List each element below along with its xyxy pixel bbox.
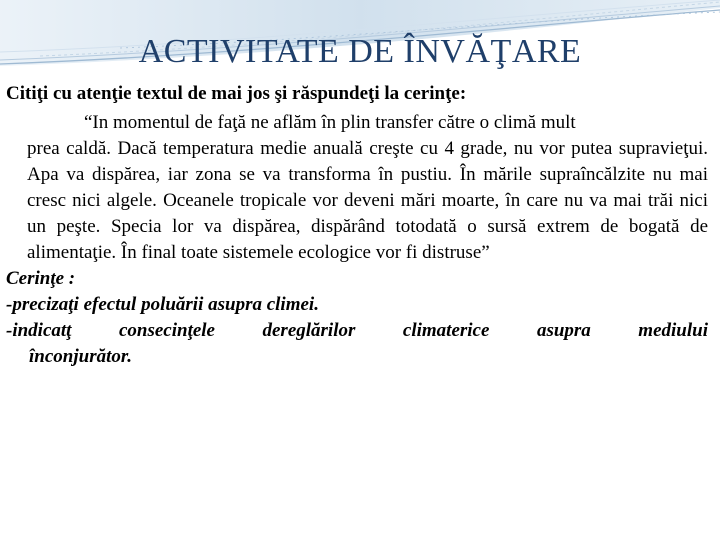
slide-title: ACTIVITATE DE ÎNVĂŢARE [138, 33, 582, 70]
quote-first-line: “In momentul de faţă ne aflăm în plin transfer către o climă mult [84, 112, 576, 133]
requirements-label: Cerinţe : [6, 268, 76, 289]
quote-body: prea caldă. Dacă temperatura medie anuală creşte cu 4 grade, nu vor putea supravieţui. Apa va dispărea, iar zona se va transforma în pustiu. În mările supraîncălzite nu mai cresc nici algele. Oceanele tropicale vor deveni mări moarte, în care nu va mai trăi nici un peşte. Specia lor va dispărea, dispărând totodată o sursă extrem de bogată de alimentaţie. În final toate sistemele ecologice vor fi distruse” [27, 138, 708, 263]
requirement-2-line-1: -indicatţ consecinţele dereglărilor climaterice asupra mediului [6, 320, 708, 341]
instruction-text: Citiţi cu atenţie textul de mai jos şi răspundeţi la cerinţe: [6, 83, 467, 104]
quoted-passage [6, 110, 708, 266]
slide-body [6, 81, 708, 370]
requirement-2 [6, 318, 708, 370]
requirement-2-line-2: înconjurător. [29, 346, 132, 367]
requirement-1: -precizaţi efectul poluării asupra climei. [6, 294, 319, 315]
